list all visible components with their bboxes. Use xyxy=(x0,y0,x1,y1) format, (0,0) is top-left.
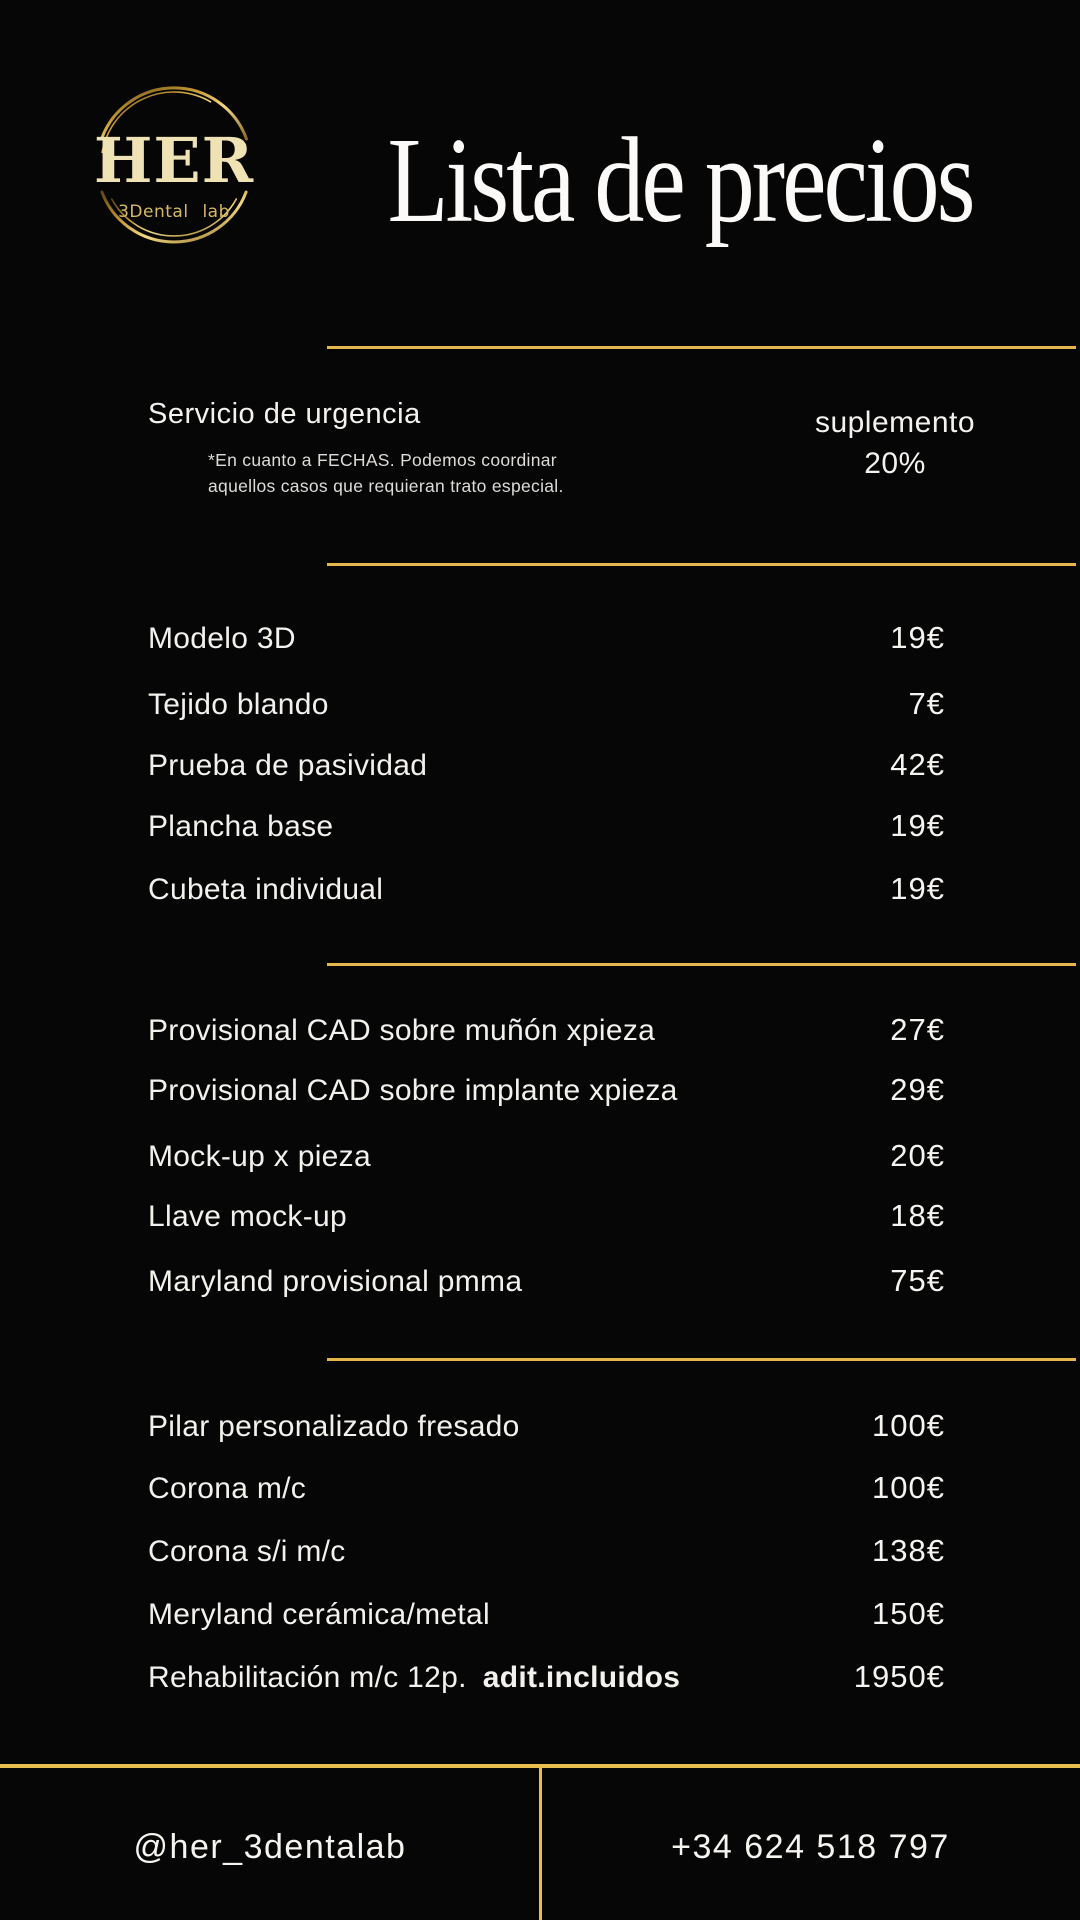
price-item-label xyxy=(148,1661,680,1695)
price-row xyxy=(148,1533,945,1569)
price-row xyxy=(148,686,945,722)
price-item-label: Cubeta individual xyxy=(148,873,384,906)
logo-tagline: 3Dental lab xyxy=(118,202,230,222)
price-item-label: Plancha base xyxy=(148,810,334,843)
price-item-label: Provisional CAD sobre implante xpieza xyxy=(148,1074,678,1107)
price-item-value: 100€ xyxy=(872,1408,945,1443)
price-row xyxy=(148,1072,945,1108)
divider-line-1 xyxy=(327,346,1076,349)
price-item-value: 27€ xyxy=(890,1012,945,1047)
divider-line-3 xyxy=(327,963,1076,966)
instagram-handle: @her_3dentalab xyxy=(133,1828,407,1866)
price-item-value: 19€ xyxy=(890,871,945,906)
price-item-label: Maryland provisional pmma xyxy=(148,1265,523,1298)
price-item-value: 42€ xyxy=(890,747,945,782)
price-item-label: Prueba de pasividad xyxy=(148,749,428,782)
price-item-label-text: Rehabilitación m/c 12p. xyxy=(148,1661,467,1694)
price-row xyxy=(148,1470,945,1506)
price-item-label: Corona m/c xyxy=(148,1472,307,1505)
price-item-value: 20€ xyxy=(890,1138,945,1173)
price-item-label: Modelo 3D xyxy=(148,622,296,655)
price-item-value: 29€ xyxy=(890,1072,945,1107)
supplement-value: 20% xyxy=(864,447,926,480)
price-item-label: Meryland cerámica/metal xyxy=(148,1598,491,1631)
price-row xyxy=(148,871,945,907)
divider-line-2 xyxy=(327,563,1076,566)
urgency-service-note xyxy=(208,447,564,499)
her-dental-lab-logo xyxy=(90,70,262,270)
phone-number: +34 624 518 797 xyxy=(671,1828,950,1866)
price-item-label: Provisional CAD sobre muñón xpieza xyxy=(148,1014,656,1047)
price-item-value: 19€ xyxy=(890,620,945,655)
supplement-word: suplemento xyxy=(814,406,976,439)
price-row xyxy=(148,1659,945,1695)
price-item-value: 1950€ xyxy=(853,1659,945,1694)
logo-monogram: HER xyxy=(93,124,255,197)
price-row xyxy=(148,808,945,844)
price-row xyxy=(148,1596,945,1632)
price-row xyxy=(148,747,945,783)
price-item-label: Pilar personalizado fresado xyxy=(148,1410,520,1443)
price-item-label: Corona s/i m/c xyxy=(148,1535,346,1568)
urgency-note-line-1: *En cuanto a FECHAS. Podemos coordinar xyxy=(208,450,557,470)
price-row xyxy=(148,1408,945,1444)
page-title: Lista de precios xyxy=(387,112,973,248)
price-item-label-bold: adit.incluidos xyxy=(482,1661,681,1694)
price-item-value: 138€ xyxy=(872,1533,945,1568)
price-item-value: 7€ xyxy=(908,686,945,721)
price-row xyxy=(148,1138,945,1174)
divider-line-4 xyxy=(327,1358,1076,1361)
price-row xyxy=(148,1012,945,1048)
price-item-label: Llave mock-up xyxy=(148,1200,347,1233)
price-row xyxy=(148,620,945,656)
urgency-note-line-2: aquellos casos que requieran trato especial. xyxy=(208,476,564,496)
price-item-value: 100€ xyxy=(872,1470,945,1505)
price-row xyxy=(148,1263,945,1299)
urgency-service-label: Servicio de urgencia xyxy=(148,398,421,430)
price-item-value: 150€ xyxy=(872,1596,945,1631)
price-item-value: 75€ xyxy=(890,1263,945,1298)
price-row xyxy=(148,1198,945,1234)
price-item-value: 19€ xyxy=(890,808,945,843)
urgency-supplement xyxy=(770,402,1020,484)
price-item-label: Mock-up x pieza xyxy=(148,1140,371,1173)
price-item-label: Tejido blando xyxy=(148,688,329,721)
price-item-value: 18€ xyxy=(890,1198,945,1233)
